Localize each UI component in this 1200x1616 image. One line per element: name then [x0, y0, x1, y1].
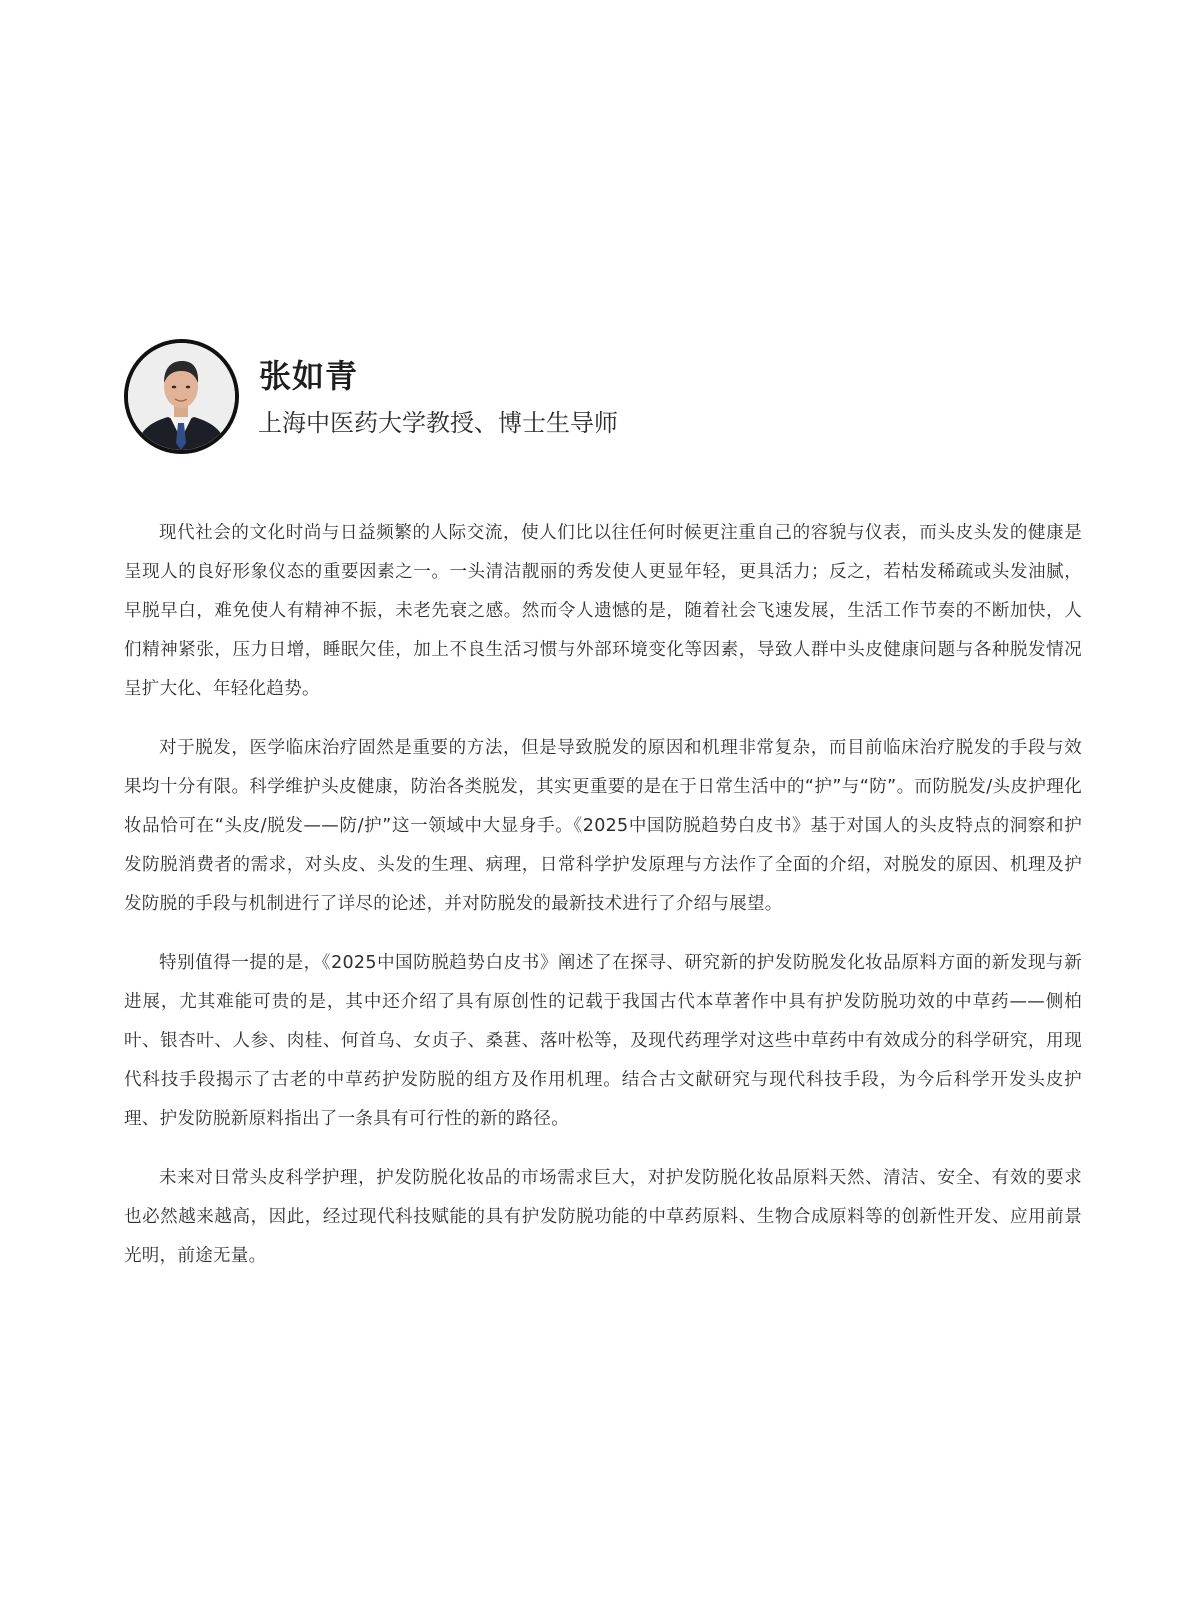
paragraph-2: 对于脱发，医学临床治疗固然是重要的方法，但是导致脱发的原因和机理非常复杂，而目前临床治疗脱发的手段与效果均十分有限。科学维护头皮健康，防治各类脱发，其实更重要的是在于日常生活中的“护”与“防”。而防脱发/头皮护理化妆品恰可在“头皮/脱发——防/护”这一领域中大显身手。《2025中国防脱趋势白皮书》基于对国人的头皮特点的洞察和护发防脱消费者的需求，对头皮、头发的生理、病理，日常科学护发原理与方法作了全面的介绍，对脱发的原因、机理及护发防脱的手段与机制进行了详尽的论述，并对防脱发的最新技术进行了介绍与展望。 [124, 738, 1082, 914]
author-title: 上海中医药大学教授、博士生导师 [258, 409, 618, 437]
foreword-body [124, 514, 1082, 1296]
author-avatar [124, 339, 239, 454]
author-portrait [128, 343, 235, 450]
paragraph-3: 特别值得一提的是，《2025中国防脱趋势白皮书》阐述了在探寻、研究新的护发防脱发化妆品原料方面的新发现与新进展，尤其难能可贵的是，其中还介绍了具有原创性的记载于我国古代本草著作中具有护发防脱功效的中草药——侧柏叶、银杏叶、人参、肉桂、何首乌、女贞子、桑葚、落叶松等，及现代药理学对这些中草药中有效成分的科学研究，用现代科技手段揭示了古老的中草药护发防脱的组方及作用机理。结合古文献研究与现代科技手段，为今后科学开发头皮护理、护发防脱新原料指出了一条具有可行性的新的路径。 [124, 953, 1082, 1129]
paragraph-4: 未来对日常头皮科学护理，护发防脱化妆品的市场需求巨大，对护发防脱化妆品原料天然、清洁、安全、有效的要求也必然越来越高，因此，经过现代科技赋能的具有护发防脱功能的中草药原料、生物合成原料等的创新性开发、应用前景光明，前途无量。 [124, 1168, 1082, 1266]
author-name: 张如青 [259, 357, 359, 395]
paragraph-1: 现代社会的文化时尚与日益频繁的人际交流，使人们比以往任何时候更注重自己的容貌与仪表，而头皮头发的健康是呈现人的良好形象仪态的重要因素之一。一头清洁靓丽的秀发使人更显年轻，更具活力；反之，若枯发稀疏或头发油腻，早脱早白，难免使人有精神不振，未老先衰之感。然而令人遗憾的是，随着社会飞速发展，生活工作节奏的不断加快，人们精神紧张，压力日增，睡眠欠佳，加上不良生活习惯与外部环境变化等因素，导致人群中头皮健康问题与各种脱发情况呈扩大化、年轻化趋势。 [124, 523, 1082, 699]
author-block [124, 339, 1024, 457]
